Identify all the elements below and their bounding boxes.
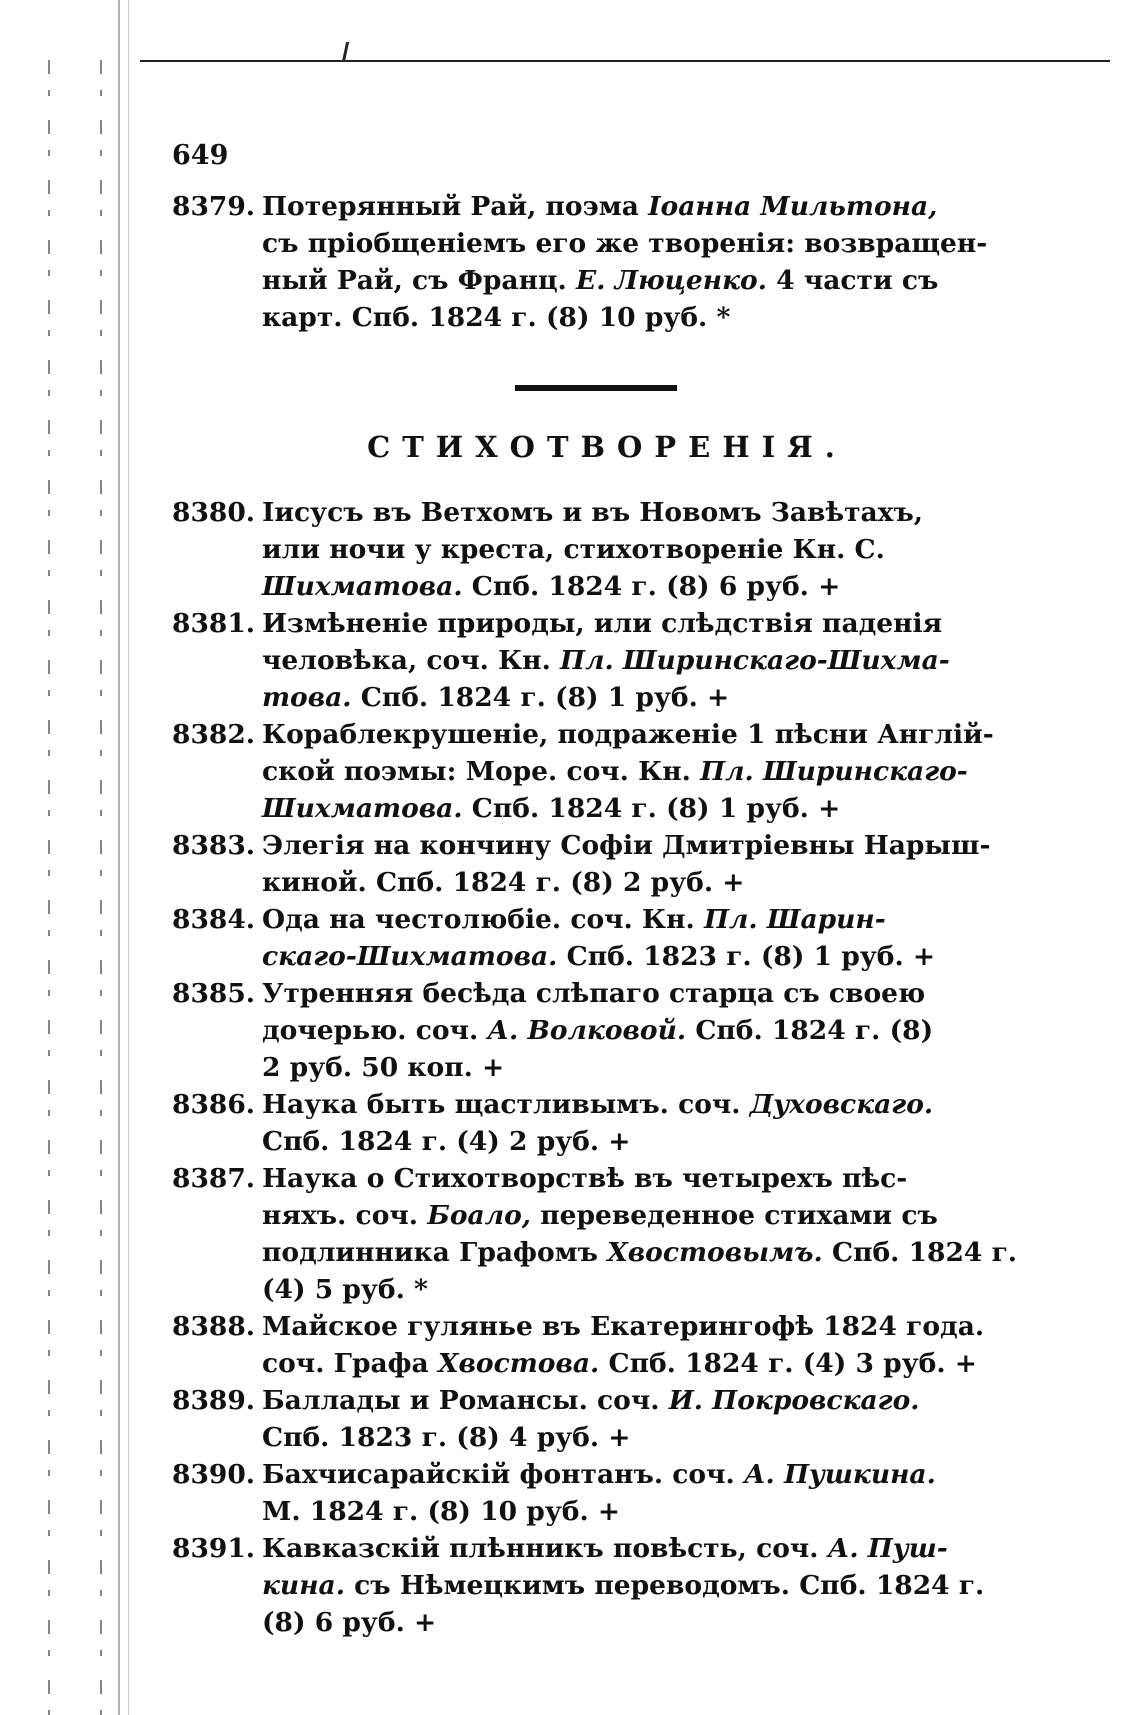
entry-text: Іисусъ въ Ветхомъ и въ Новомъ Завѣтахъ, (262, 497, 924, 528)
entry-text: Утренняя бесѣда слѣпаго старца съ своею (262, 978, 926, 1009)
entry-text: киной. Спб. 1824 г. (8) 2 руб. + (262, 867, 745, 898)
entry-text: или ночи у креста, стихотвореніе Кн. С. (262, 534, 885, 565)
entry-author: Е. Люценко. (576, 265, 767, 296)
entry-author: Хвостовымъ. (607, 1237, 823, 1268)
catalog-entry (172, 1382, 1042, 1456)
catalog-entry (172, 494, 1042, 605)
entry-number: 8382. (172, 719, 255, 750)
catalog-entry (172, 188, 1042, 336)
entry-text: ный Рай, съ Франц. (262, 265, 577, 296)
entry-text: человѣка, соч. Кн. (262, 645, 561, 676)
entry-text: Спб. 1824 г. (4) 3 руб. + (599, 1348, 977, 1379)
catalog-entry (172, 827, 1042, 901)
entry-number: 8391. (172, 1533, 255, 1564)
entry-text: Спб. 1823 г. (8) 4 руб. + (262, 1422, 631, 1453)
catalog-entry (172, 1086, 1042, 1160)
entry-text: Элегія на кончину Софіи Дмитріевны Нарыш- (262, 830, 991, 861)
entry-number: 8380. (172, 497, 255, 528)
entry-number: 8384. (172, 904, 255, 935)
entry-author: Іоанна Мильтона, (648, 191, 938, 222)
poetry-entries (172, 494, 1042, 1641)
catalog-entry (172, 1308, 1042, 1382)
entry-author: това. (262, 682, 352, 713)
entry-number: 8383. (172, 830, 255, 861)
scan-margin-artifact (0, 0, 160, 1715)
entry-text: Кавказскій плѣнникъ повѣсть, соч. (262, 1533, 828, 1564)
entry-author: Шихматова. (262, 571, 463, 602)
section-divider (515, 385, 677, 391)
top-rule (140, 60, 1110, 62)
entry-text: Наука быть щастливымъ. соч. (262, 1089, 750, 1120)
entry-author: И. Покровскаго. (668, 1385, 920, 1416)
entry-number: 8389. (172, 1385, 255, 1416)
entry-text: 4 части съ (766, 265, 939, 296)
entry-number: 8388. (172, 1311, 255, 1342)
entry-text: Кораблекрушеніе, подраженіе 1 пѣсни Англій- (262, 719, 994, 750)
entry-text: Спб. 1824 г. (8) 6 руб. + (462, 571, 841, 602)
entry-author: Боало, (427, 1200, 532, 1231)
entry-author: Пл. Ширинскаго-Шихма- (560, 645, 950, 676)
page-number: 649 (172, 140, 229, 171)
entry-text: карт. Спб. 1824 г. (8) 10 руб. * (262, 302, 731, 333)
catalog-entry (172, 975, 1042, 1086)
entry-author: кина. (262, 1570, 345, 1601)
first-entry (172, 188, 1042, 336)
entry-text: Майское гулянье въ Екатерингофѣ 1824 года. (262, 1311, 985, 1342)
entry-number: 8385. (172, 978, 255, 1009)
entry-text: дочерью. соч. (262, 1015, 488, 1046)
entry-author: Пл. Шарин- (703, 904, 886, 935)
entry-author: А. Пуш- (827, 1533, 948, 1564)
entry-text: няхъ. соч. (262, 1200, 428, 1231)
catalog-entry (172, 1530, 1042, 1641)
scan-dash-line (48, 60, 50, 1715)
entry-text: Спб. 1824 г. (8) (686, 1015, 934, 1046)
entry-text: (8) 6 руб. + (262, 1607, 437, 1638)
entry-text: Измѣненіе природы, или слѣдствія паденія (262, 608, 943, 639)
entry-author: Шихматова. (262, 793, 463, 824)
catalog-entry (172, 716, 1042, 827)
entry-text: Бахчисарайскій фонтанъ. соч. (262, 1459, 744, 1490)
catalog-entry (172, 1160, 1042, 1308)
entry-text: (4) 5 руб. * (262, 1274, 428, 1305)
entry-text: Баллады и Романсы. соч. (262, 1385, 669, 1416)
entry-text: переведенное стихами съ (531, 1200, 938, 1231)
catalog-entry (172, 1456, 1042, 1530)
entry-text: Спб. 1824 г. (8) 1 руб. + (462, 793, 841, 824)
entry-author: Духовскаго. (749, 1089, 934, 1120)
scan-dash-line (100, 60, 102, 1715)
entry-number: 8381. (172, 608, 255, 639)
entry-author: Хвостова. (437, 1348, 600, 1379)
entry-number: 8379. (172, 191, 255, 222)
entry-text: Спб. 1824 г. (8) 1 руб. + (351, 682, 730, 713)
entry-text: 2 руб. 50 коп. + (262, 1052, 505, 1083)
entry-author: Пл. Ширинскаго- (700, 756, 968, 787)
entry-text: съ Нѣмецкимъ переводомъ. Спб. 1824 г. (344, 1570, 985, 1601)
entry-text: М. 1824 г. (8) 10 руб. + (262, 1496, 621, 1527)
entry-text: Спб. 1824 г. (4) 2 руб. + (262, 1126, 631, 1157)
top-mark (342, 42, 349, 62)
entry-text: съ пріобщеніемъ его же творенія: возвращен- (262, 228, 988, 259)
entry-number: 8390. (172, 1459, 255, 1490)
catalog-entry (172, 605, 1042, 716)
entry-number: 8387. (172, 1163, 255, 1194)
catalog-entry (172, 901, 1042, 975)
entry-text: Спб. 1824 г. (822, 1237, 1018, 1268)
entry-text: подлинника Графомъ (262, 1237, 608, 1268)
entry-author: А. Волковой. (487, 1015, 687, 1046)
entry-text: Ода на честолюбіе. соч. Кн. (262, 904, 704, 935)
entry-text: соч. Графа (262, 1348, 438, 1379)
entry-author: скаго-Шихматова. (262, 941, 558, 972)
entry-author: А. Пушкина. (743, 1459, 936, 1490)
entry-text: Потерянный Рай, поэма (262, 191, 649, 222)
section-title: СТИХОТВОРЕНІЯ. (367, 430, 847, 464)
entry-number: 8386. (172, 1089, 255, 1120)
entry-text: ской поэмы: Море. соч. Кн. (262, 756, 701, 787)
entry-text: Наука о Стихотворствѣ въ четырехъ пѣс- (262, 1163, 908, 1194)
entry-text: Спб. 1823 г. (8) 1 руб. + (557, 941, 936, 972)
